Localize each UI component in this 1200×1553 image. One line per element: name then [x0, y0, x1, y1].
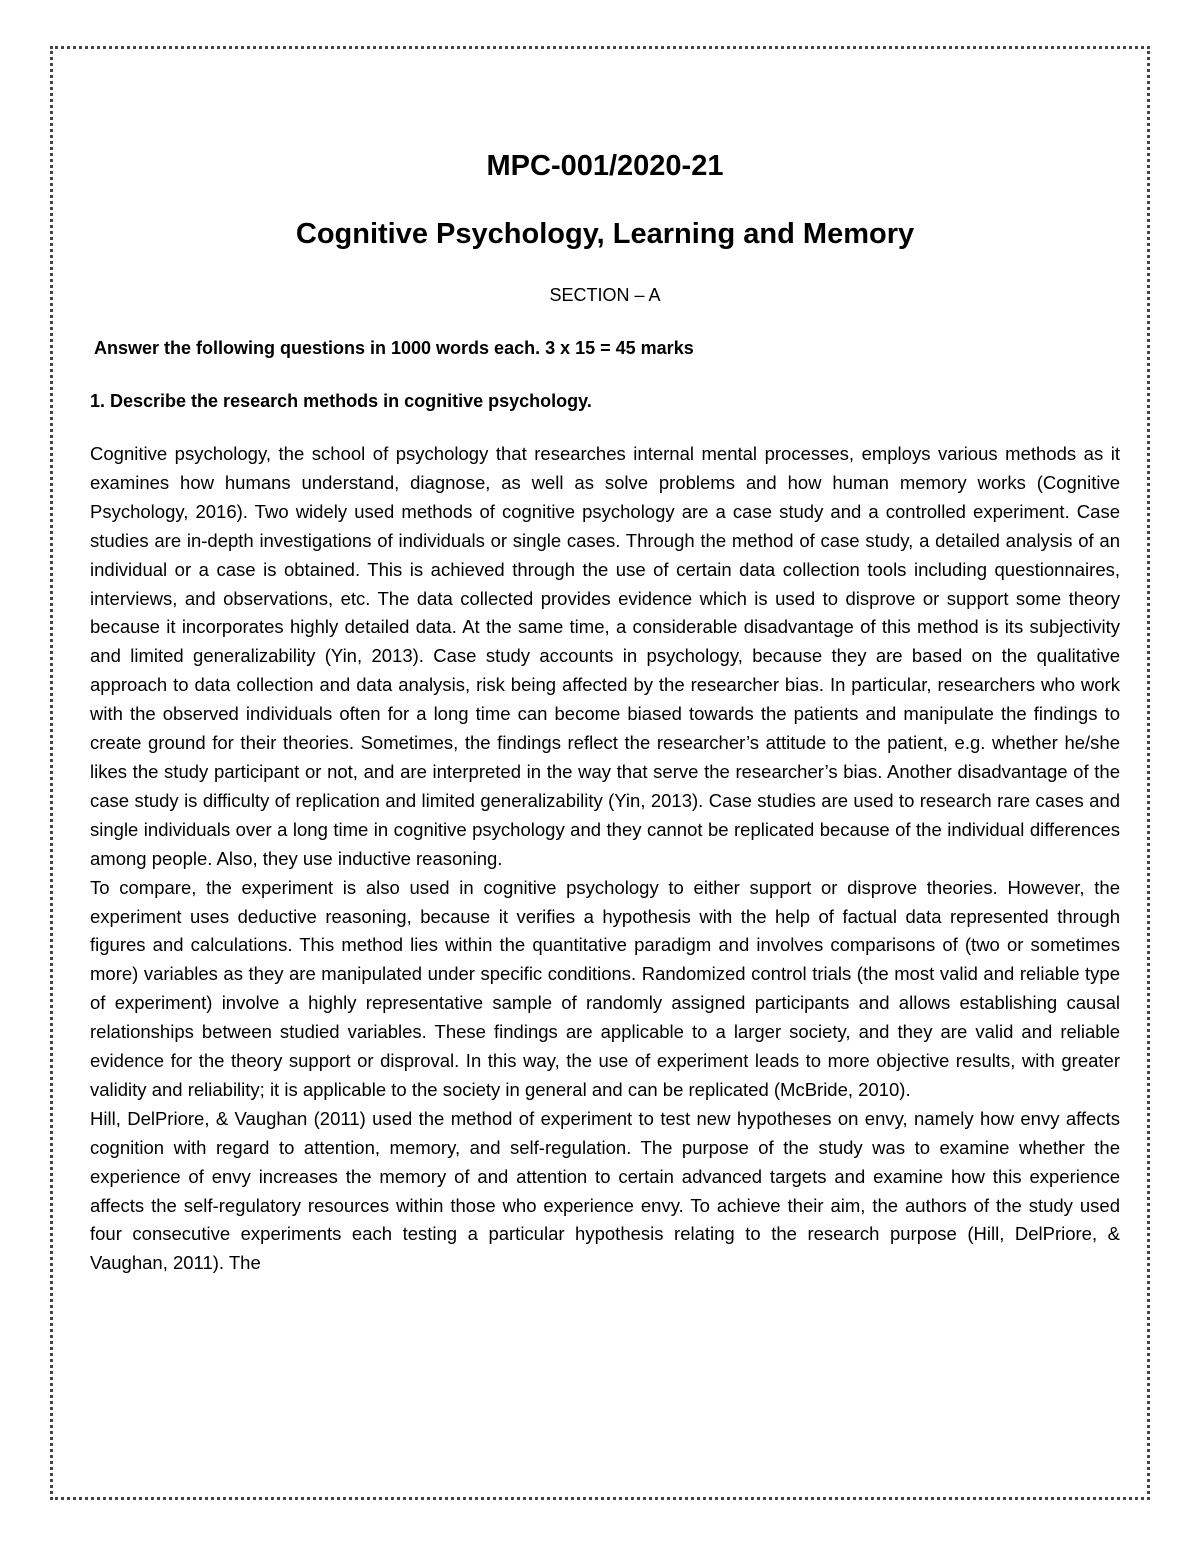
answer-paragraph-2: To compare, the experiment is also used in cognitive psychology to either support or disprove theories. However, the experiment uses deductive reasoning, because it verifies a hypothesis with the help of factual data represented through figures and calculations. This method lies within the quantitative paradigm and involves comparisons of (two or sometimes more) variables as they are manipulated under specific conditions. Randomized control trials (the most valid and reliable type of experiment) involve a highly representative sample of randomly assigned participants and allows establishing causal relationships between studied variables. These findings are applicable to a larger society, and they are valid and reliable evidence for the theory support or disproval. In this way, the use of experiment leads to more objective results, with greater validity and reliability; it is applicable to the society in general and can be replicated (McBride, 2010). [90, 876, 1120, 1100]
answer-paragraph-1: Cognitive psychology, the school of psychology that researches internal mental processes, employs various methods as it examines how humans understand, diagnose, as well as solve problems and how human memory works (Cognitive Psychology, 2016). Two widely used methods of cognitive psychology are a case study and a controlled experiment. Case studies are in-depth investigations of individuals or single cases. Through the method of case study, a detailed analysis of an individual or a case is obtained. This is achieved through the use of certain data collection tools including questionnaires, interviews, and observations, etc. The data collected provides evidence which is used to disprove or support some theory because it incorporates highly detailed data. At the same time, a considerable disadvantage of this method is its subjectivity and limited generalizability (Yin, 2013). Case study accounts in psychology, because they are based on the qualitative approach to data collection and data analysis, risk being affected by the researcher bias. In particular, researchers who work with the observed individuals often for a long time can become biased towards the patients and manipulate the findings to create ground for their theories. Sometimes, the findings reflect the researcher’s attitude to the patient, e.g. whether he/she likes the study participant or not, and are interpreted in the way that serve the researcher’s bias. Another disadvantage of the case study is difficulty of replication and limited generalizability (Yin, 2013). Case studies are used to research rare cases and single individuals over a long time in cognitive psychology and they cannot be replicated because of the individual differences among people. Also, they use inductive reasoning. [90, 443, 1120, 869]
section-label: SECTION – A [549, 285, 661, 305]
course-code: MPC-001/2020-21 [486, 150, 724, 182]
answer-paragraph-3: Hill, DelPriore, & Vaughan (2011) used the method of experiment to test new hypotheses on envy, namely how envy affects cognition with regard to attention, memory, and self-regulation. The purpose of the study was to examine whether the experience of envy increases the memory of and attention to certain advanced targets and examine how this experience affects the self-regulatory resources within those who experience envy. To achieve their aim, the authors of the study used four consecutive experiments each testing a particular hypothesis relating to the research purpose (Hill, DelPriore, & Vaughan, 2011). The [90, 1107, 1120, 1274]
answer-body [90, 440, 1120, 1278]
question-1: 1. Describe the research methods in cognitive psychology. [90, 391, 592, 411]
instructions: Answer the following questions in 1000 words each. 3 x 15 = 45 marks [94, 338, 694, 358]
course-title: Cognitive Psychology, Learning and Memory [295, 218, 915, 250]
